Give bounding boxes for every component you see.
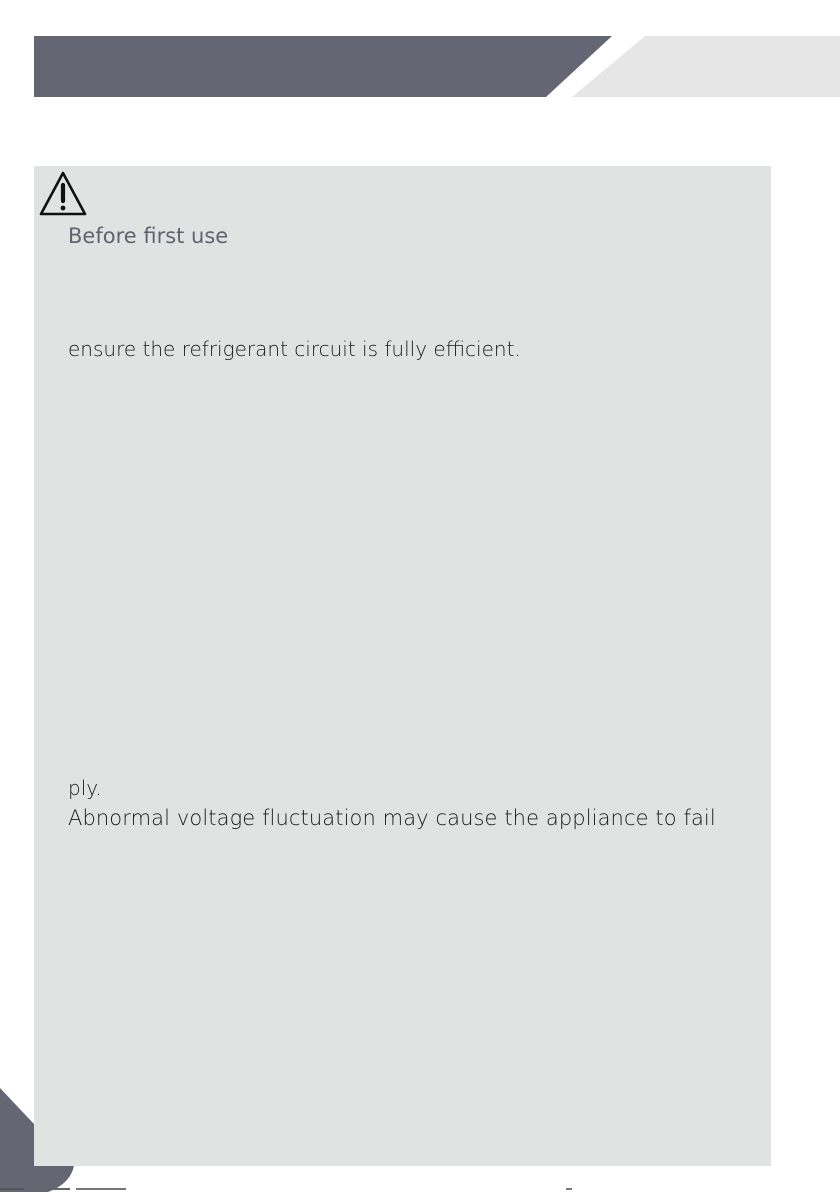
header-bar xyxy=(34,36,612,97)
warning-panel xyxy=(34,166,771,1166)
body-text-line: ensure the refrigerant circuit is fully efficient. xyxy=(68,337,521,361)
footer-print-marks xyxy=(0,1186,840,1192)
page-corner-tab xyxy=(0,1080,80,1192)
body-text-line: ply. xyxy=(68,776,102,800)
header-tab xyxy=(572,36,840,97)
section-title: Before first use xyxy=(68,224,229,248)
warning-triangle-icon xyxy=(38,170,88,218)
body-text-line: Abnormal voltage fluctuation may cause the appliance to fail xyxy=(68,806,716,830)
header-banner xyxy=(0,0,840,100)
